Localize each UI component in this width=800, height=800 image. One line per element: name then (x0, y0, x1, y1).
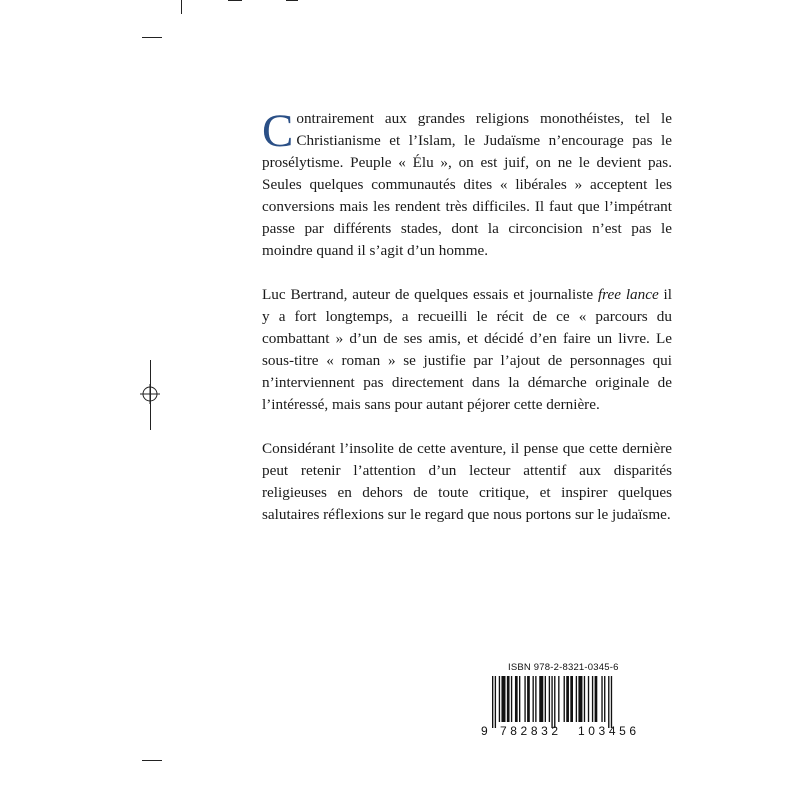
barcode-bar (545, 676, 546, 722)
crop-mark-top-1 (181, 0, 182, 14)
barcode-bar (578, 676, 582, 722)
paragraph-3 (262, 438, 672, 526)
barcode-bar (566, 676, 569, 722)
barcode-bar (535, 676, 536, 722)
back-cover-blurb (262, 105, 672, 548)
barcode-bar (564, 676, 565, 722)
barcode-bar (511, 676, 512, 722)
barcode-bar (558, 676, 559, 722)
barcode-group-2: 103456 (578, 724, 640, 738)
barcode-bar (551, 676, 552, 728)
crop-mark-top-3 (286, 0, 298, 1)
paragraph-2-italic: free lance (597, 286, 659, 303)
barcode-bar (588, 676, 589, 722)
barcode-bar (495, 676, 496, 728)
barcode-bar (611, 676, 612, 728)
crop-mark-top-2 (228, 0, 242, 1)
barcode-bar (499, 676, 500, 722)
barcode-bar (604, 676, 605, 722)
isbn-label: ISBN 978-2-8321-0345-6 (508, 662, 619, 673)
barcode-bar (507, 676, 510, 722)
barcode-bar (601, 676, 602, 722)
barcode-bar (570, 676, 573, 722)
barcode-bar (533, 676, 534, 722)
barcode-bar (501, 676, 505, 722)
barcode-bar (527, 676, 530, 722)
crop-mark-left-1 (142, 37, 162, 38)
barcode-bar (576, 676, 577, 722)
barcode-bar (492, 676, 493, 728)
barcode-bar (608, 676, 609, 728)
paragraph-2-text-b: il y a fort longtemps, a recueilli le récit de ce « parcours du combattant » d’un de ses amis, et décidé d’en faire un livre. Le sous-titre « roman » se justifie par l’ajout de personnages qui n’interviennent pas directement dans la démarche originale de l’intéressé, mais sans pour autant péjorer cette dernière. (262, 286, 672, 413)
barcode-bar (595, 676, 598, 722)
registration-line (150, 360, 151, 430)
barcode-bars (492, 676, 664, 728)
barcode-bar (592, 676, 593, 722)
barcode-group-1: 782832 (500, 724, 562, 738)
paragraph-1 (262, 105, 672, 262)
isbn-barcode (478, 662, 670, 740)
paragraph-1-text: ontrairement aux grandes religions monothéistes, tel le Christianisme et l’Islam, le Judaïsme n’encourage pas le prosélytisme. Peuple « Élu », on est juif, on ne le devient pas. Seules quelques communautés dites « libérales » acceptent les conversions mais les rendent très difficiles. Il faut que l’impétrant passe par différents stades, dont la circoncision n’est pas le moindre quand il s’agit d’un homme. (262, 110, 672, 259)
crop-mark-left-2 (142, 760, 162, 761)
barcode-bar (539, 676, 543, 722)
paragraph-2 (262, 284, 672, 416)
barcode-bar (584, 676, 585, 722)
barcode-bar (549, 676, 550, 722)
barcode-bar (524, 676, 525, 722)
barcode-bar (515, 676, 518, 722)
drop-cap: C (262, 105, 294, 157)
barcode-bar (519, 676, 520, 722)
paragraph-3-text: Considérant l’insolite de cette aventure, il pense que cette dernière peut retenir l’attention d’un lecteur attentif aux disparités religieuses en dehors de toute critique, et inspirer quelques salutaires réflexions sur le regard que nous portons sur le judaïsme. (262, 440, 672, 523)
barcode-bar (554, 676, 555, 728)
barcode-first-digit: 9 (481, 724, 488, 738)
paragraph-2-text-a: Luc Bertrand, auteur de quelques essais et journaliste (262, 286, 598, 303)
